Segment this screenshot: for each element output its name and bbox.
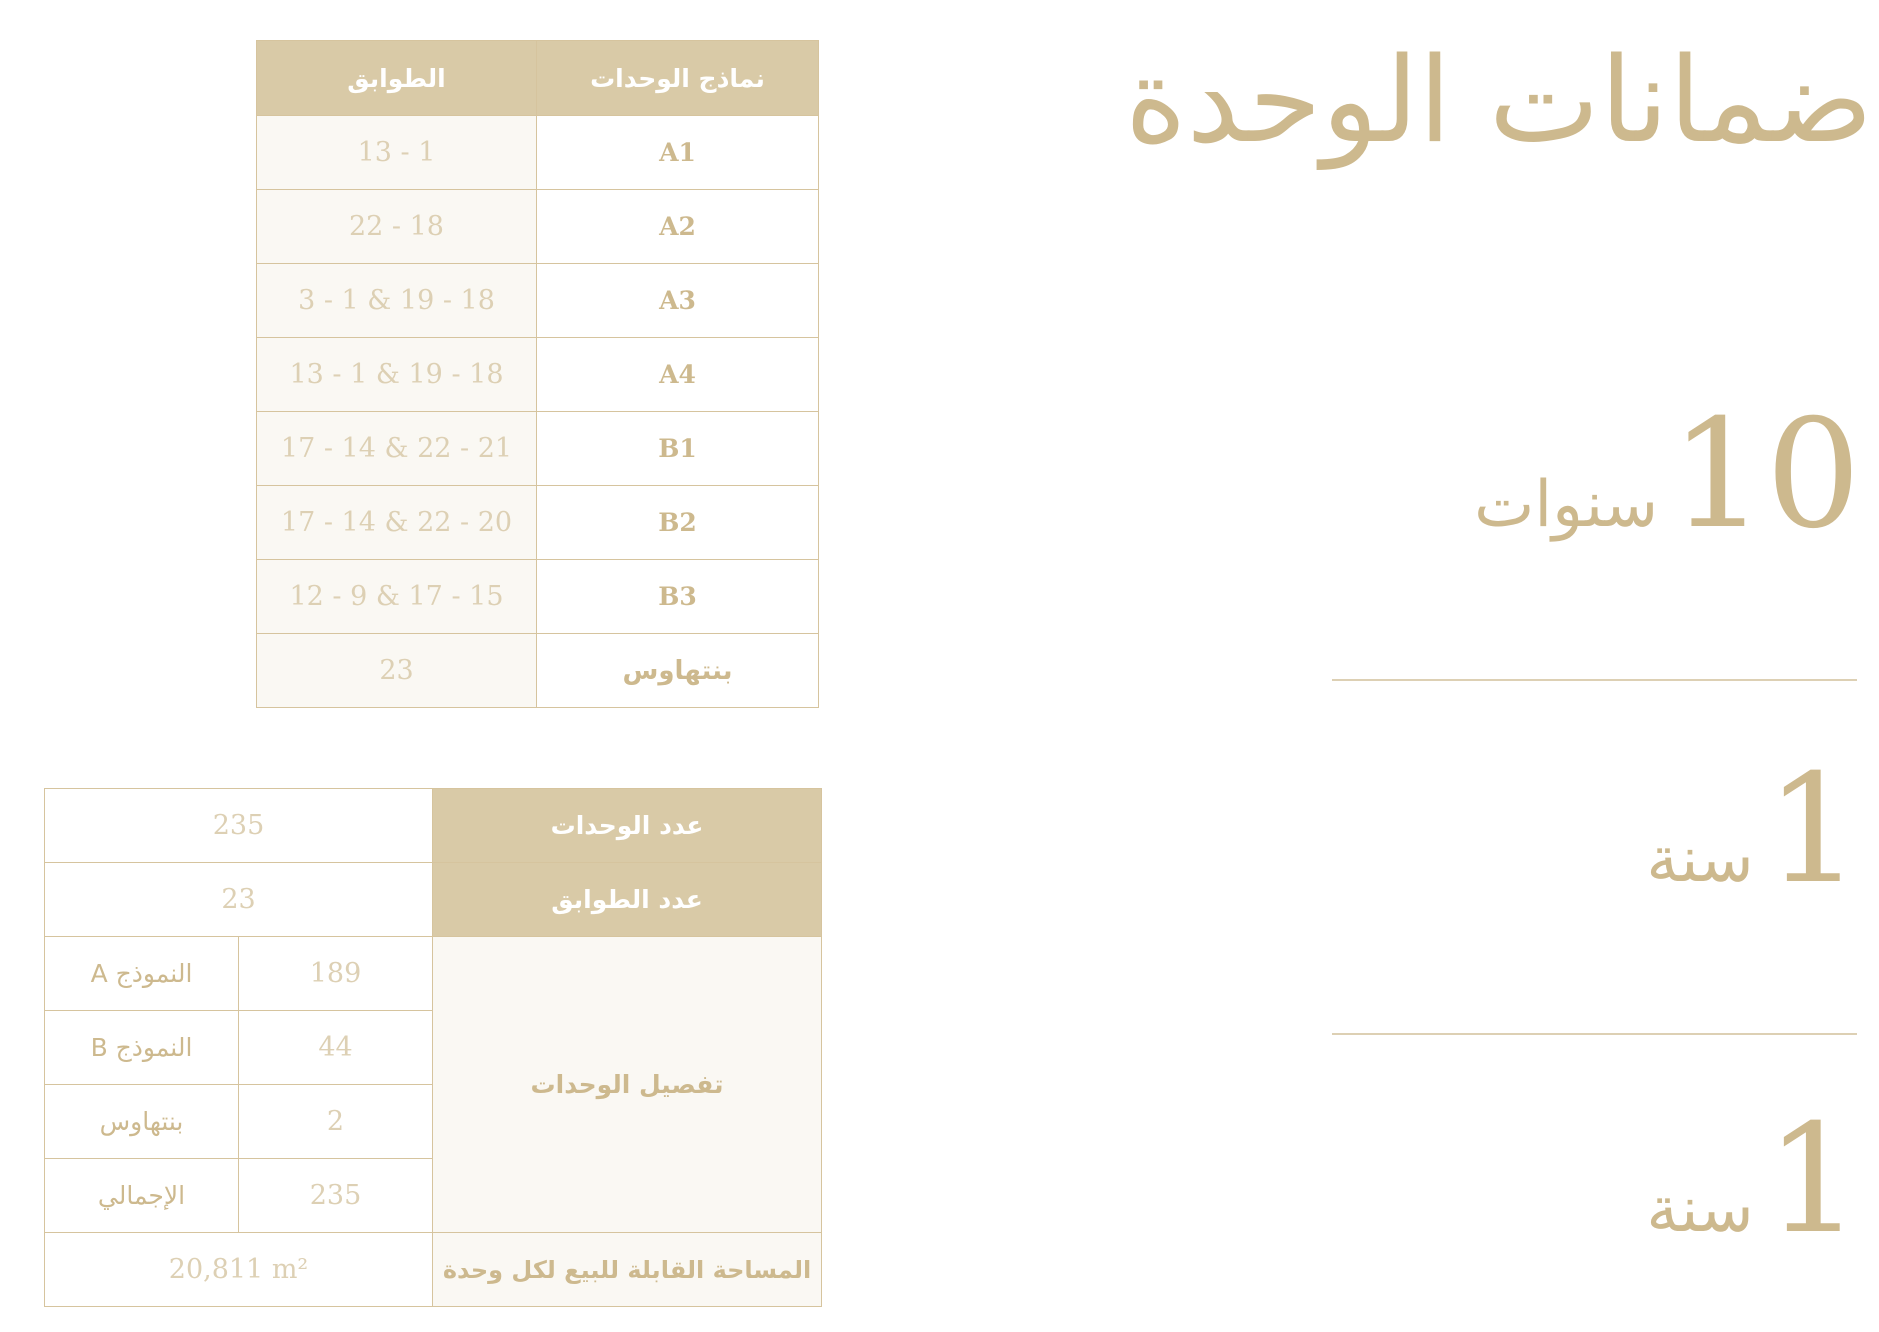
breakdown-item-value: 189: [239, 937, 433, 1011]
table-row: [257, 560, 819, 634]
table-row: [45, 863, 822, 937]
warranty-number: 1: [1765, 1093, 1861, 1267]
area-value: 20,811 m²: [45, 1233, 433, 1307]
model-cell: B3: [537, 560, 819, 634]
table-row: [45, 1233, 822, 1307]
table-row: [257, 412, 819, 486]
table-row: [257, 338, 819, 412]
model-cell: بنتهاوس: [537, 634, 819, 708]
model-cell: A1: [537, 116, 819, 190]
model-cell: A2: [537, 190, 819, 264]
table-header-row: [257, 41, 819, 116]
table-row: [45, 789, 822, 863]
table-row: [257, 264, 819, 338]
table-row: [257, 634, 819, 708]
floors-count-value: 23: [45, 863, 433, 937]
table-row: [257, 190, 819, 264]
models-column-header: نماذج الوحدات: [537, 41, 819, 116]
breakdown-item-label: بنتهاوس: [45, 1085, 239, 1159]
breakdown-item-label: الإجمالي: [45, 1159, 239, 1233]
units-count-label: عدد الوحدات: [433, 789, 822, 863]
warranty-number: 1: [1765, 743, 1861, 917]
page-title: ضمانات الوحدة: [1124, 31, 1873, 169]
summary-table: [44, 788, 822, 1307]
warranty-item: [1241, 380, 1861, 562]
floor-range-cell: 17 - 14 & 22 - 20: [257, 486, 537, 560]
breakdown-item-value: 2: [239, 1085, 433, 1159]
table-row: [45, 937, 822, 1011]
warranty-unit: سنة: [1646, 823, 1754, 897]
floor-range-cell: 3 - 1 & 19 - 18: [257, 264, 537, 338]
model-cell: B2: [537, 486, 819, 560]
warranty-number: 10: [1670, 388, 1861, 562]
area-label: المساحة القابلة للبيع لكل وحدة: [433, 1233, 822, 1307]
floor-range-cell: 23: [257, 634, 537, 708]
floors-count-label: عدد الطوابق: [433, 863, 822, 937]
model-cell: A3: [537, 264, 819, 338]
table-row: [257, 116, 819, 190]
floor-range-cell: 17 - 14 & 22 - 21: [257, 412, 537, 486]
divider: [1332, 679, 1857, 681]
units-count-value: 235: [45, 789, 433, 863]
breakdown-item-label: النموذج A: [45, 937, 239, 1011]
floor-range-cell: 13 - 1: [257, 116, 537, 190]
floors-column-header: الطوابق: [257, 41, 537, 116]
floor-range-cell: 22 - 18: [257, 190, 537, 264]
breakdown-item-value: 44: [239, 1011, 433, 1085]
floor-range-cell: 13 - 1 & 19 - 18: [257, 338, 537, 412]
breakdown-item-value: 235: [239, 1159, 433, 1233]
breakdown-item-label: النموذج B: [45, 1011, 239, 1085]
warranty-unit: سنة: [1646, 1173, 1754, 1247]
warranty-item: [1241, 1085, 1861, 1267]
divider: [1332, 1033, 1857, 1035]
warranty-item: [1241, 735, 1861, 917]
floors-table: [256, 40, 819, 708]
model-cell: A4: [537, 338, 819, 412]
warranty-unit: سنوات: [1474, 468, 1659, 542]
breakdown-label: تفصيل الوحدات: [433, 937, 822, 1233]
model-cell: B1: [537, 412, 819, 486]
floor-range-cell: 12 - 9 & 17 - 15: [257, 560, 537, 634]
table-row: [257, 486, 819, 560]
